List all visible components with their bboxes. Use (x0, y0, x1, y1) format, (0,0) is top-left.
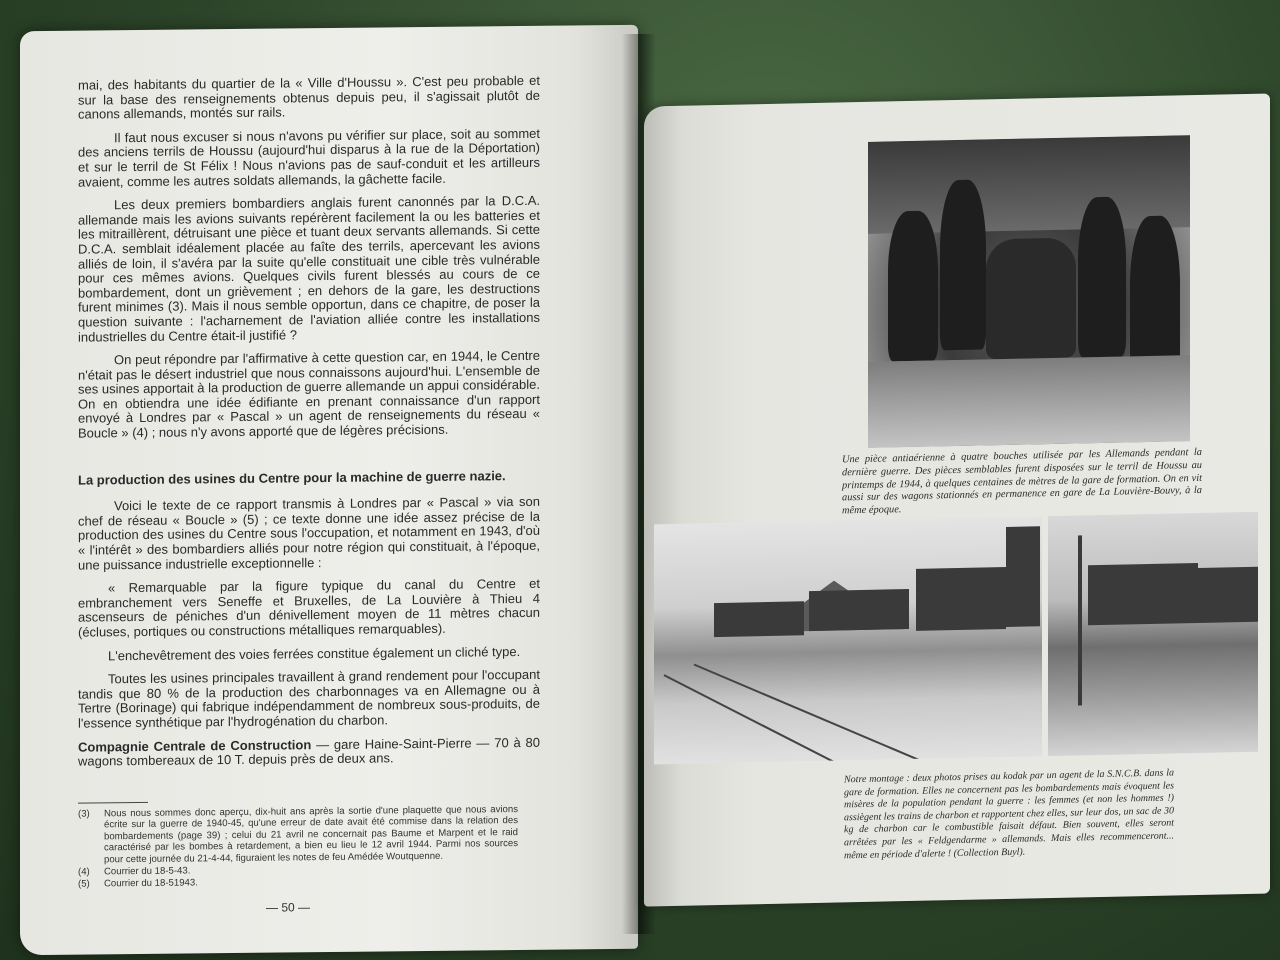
paragraph: L'enchevêtrement des voies ferrées constitue également un cliché type. (108, 643, 521, 663)
page-number: — 50 — (266, 900, 311, 915)
wagon-silhouette (1006, 526, 1040, 627)
left-page-body (78, 74, 540, 779)
paragraph: Voici le texte de ce rapport transmis à Londres par « Pascal » via son chef de réseau « Boucle » (5) ; ce texte donne une idée assez précise de la production des usines du Centre sous l'occupation, et notamment en 1943, d'où « l'intérêt » des bombardiers alliés pour notre région qui constituait, à l'époque, une puissance industrielle exceptionnelle : (78, 494, 540, 573)
footnote-divider (78, 802, 148, 804)
photo-caption-top: Une pièce antiaérienne à quatre bouches utilisée par les Allemands pendant la dernière guerre. Des pièces semblables furent disposées sur le terril de Houssu au printemps de 1944, à quelques centaines de mètres de la gare de formation. On en vit aussi sur des wagons stationnés en permanence en gare de La Louvière-Bouvy, à la même époque. (842, 446, 1202, 517)
pole-silhouette (1078, 535, 1082, 705)
footnote-text: Courrier du 18-51943. (104, 877, 198, 890)
anti-aircraft-gun-photo (868, 135, 1190, 448)
wagon-silhouette (1198, 567, 1258, 623)
paragraph: Les deux premiers bombardiers anglais furent canonnés par la D.C.A. allemande mais les avions suivants repérèrent facilement la ou les batteries et les mitraillèrent, détruisant une pièce et tuant deux servants allemands. Si cette D.C.A. semblait idéalement placée au faîte des terrils, apercevant les avions alliés de loin, il s'avéra par la suite qu'elle constituait une cible très vulnérable pour ces mêmes avions. Quelques civils furent blessés au cours de ce bombardement, dont un grièvement ; en dehors de la gare, les destructions furent minimes (3). Mais il nous semble opportun, dans ce chapitre, de poser la question suivante : l'acharnement de l'aviation alliée contre les installations industrielles du Centre était-il justifié ? (78, 192, 540, 345)
gun-silhouette (986, 238, 1076, 360)
rail-line (664, 674, 895, 764)
company-text: — gare Haine-Saint-Pierre — 70 à 80 wagons tombereaux de 10 T. depuis près de deux ans. (78, 734, 540, 769)
company-entry (78, 735, 540, 769)
footnote (78, 804, 518, 866)
wagon-silhouette (1088, 563, 1198, 625)
wagon-silhouette (809, 589, 909, 631)
soldier-figure (888, 210, 938, 361)
footnote-text: Nous nous sommes donc aperçu, dix-huit ans après la sortie d'une plaquette que nous avions écrite sur la guerre de 1940-45, qu'une erreur de date avait été commise dans la relation des bombardements (page 39) ; celui du 21 avril ne concernait pas Baume et Marpent et le raid caractérisé par les bombes à retardement, a bien eu lieu le 12 avril 1944. Parmi nos sources pour cette journée du 21-4-44, figuraient les notes de feu Amédée Woutquenne. (104, 804, 518, 865)
soldier-figure (940, 179, 986, 350)
footnote-number: (5) (78, 878, 90, 891)
coal-train-photo-left (654, 516, 1042, 764)
rail-line (694, 664, 969, 765)
photo-ground (868, 355, 1190, 447)
footnotes (78, 804, 518, 891)
photo-caption-bottom: Notre montage : deux photos prises au kodak par un agent de la S.N.C.B. dans la gare de formation. Elles ne concernent pas les bombardements mais évoquent les misères de la population pendant la guerre : les femmes (et non les hommes !) assiègent les trains de charbon et rapportent chez elles, sur leur dos, un sac de 30 kg de charbon car le combustible faisait défaut. Bien souvent, elles seront arrêtées par les « Feldgendarme » allemands. Mais elles recommenceront... même en période d'alerte ! (Collection Buyl). (844, 767, 1174, 861)
footnote-text: Courrier du 18-5-43. (104, 865, 191, 878)
paragraph: Il faut nous excuser si nous n'avons pu vérifier sur place, soit au sommet des anciens terrils de Houssu (aujourd'hui disparus à la rue de la Déportation) et sur le terril de St Félix ! Nous n'avions pas de sauf-conduit et les artilleurs avaient, comme les autres soldats allemands, la gâchette facile. (78, 125, 540, 190)
paragraph: mai, des habitants du quartier de la « Ville d'Houssu ». C'est peu probable et sur la base des renseignements obtenus depuis peu, il s'agissait plutôt de canons allemands, montés sur rails. (78, 72, 540, 122)
wagon-silhouette (714, 601, 804, 637)
right-page (644, 93, 1270, 906)
paragraph: On peut répondre par l'affirmative à cette question car, en 1944, le Centre n'était pas le désert industriel que nous connaissons aujourd'hui. L'ensemble de ses usines apportait à la production de guerre allemande un appui considérable. On en obtiendra une idée édifiante en prenant connaissance d'un rapport envoyé à Londres par « Pascal » un agent de renseignements du réseau « Boucle » (4) ; nous n'y avons apporté que de légères précisions. (78, 347, 540, 441)
report-quote (78, 577, 540, 731)
paragraph: Toutes les usines principales travaillent à grand rendement pour l'occupant tandis que 80 % de la production des charbonnages va en Allemagne ou à Tertre (Borinage) qui fabrique indépendamment de nombreux sous-produits, de l'essence synthétique par l'hydrogénation du charbon. (78, 666, 540, 731)
left-page (20, 25, 638, 955)
coal-train-photo-right (1048, 512, 1258, 756)
footnote-number: (4) (78, 866, 90, 878)
company-name: Compagnie Centrale de Construction (78, 736, 312, 755)
footnote-number: (3) (78, 808, 90, 820)
wagon-silhouette (916, 567, 1006, 631)
section-heading: La production des usines du Centre pour la machine de guerre nazie. (78, 467, 506, 488)
paragraph: « Remarquable par la figure typique du canal du Centre et embranchement vers Seneffe et Bruxelles, de La Louvière à Thieu 4 ascenseurs de péniches d'un dénivellement moyen de 11 mètres chacun (écluses, portiques ou constructions métalliques remarquables). (78, 576, 540, 640)
soldier-figure (1078, 196, 1126, 357)
